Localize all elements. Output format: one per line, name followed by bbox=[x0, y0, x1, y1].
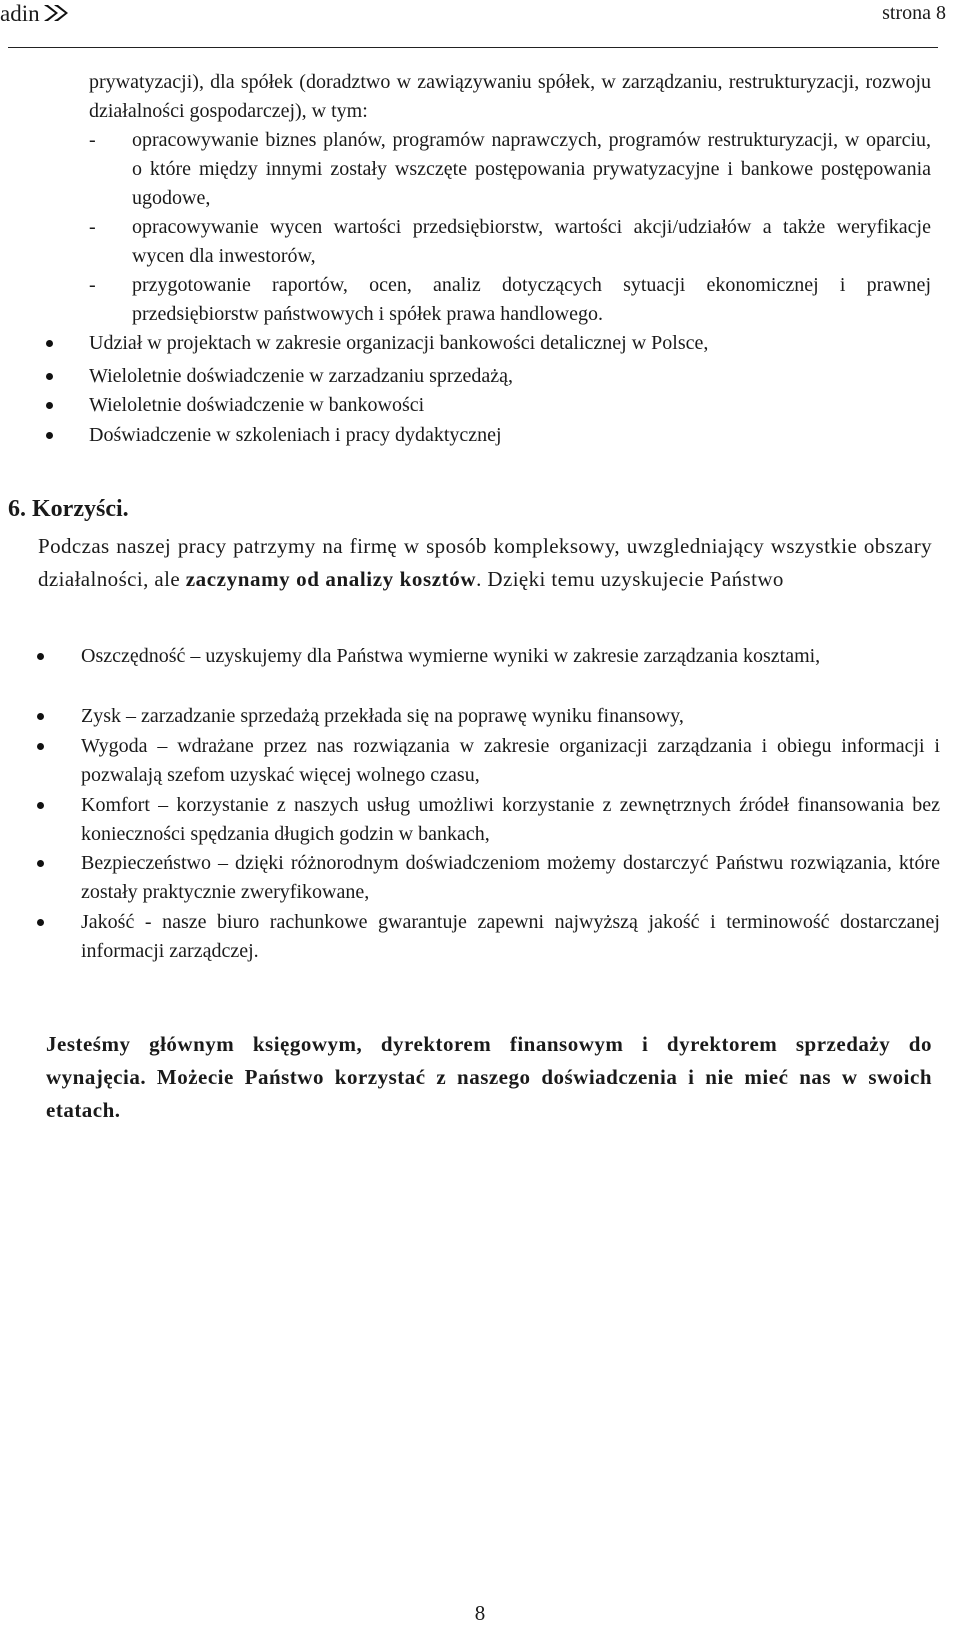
bullet-icon bbox=[37, 743, 44, 750]
bullet-list-item bbox=[0, 329, 940, 358]
benefit-text: Komfort – korzystanie z naszych usług umożliwi korzystanie z zewnętrznych źródeł finansowania bez konieczności spędzania długich godzin w bankach, bbox=[81, 794, 940, 845]
bullet-item-text: Wieloletnie doświadczenie w bankowości bbox=[89, 394, 425, 416]
dash-item-text: przygotowanie raportów, ocen, analiz dotyczących sytuacji ekonomicznej i prawnej przedsiębiorstw państwowych i spółek prawa handlowego. bbox=[132, 274, 931, 325]
section-heading: 6. Korzyści. bbox=[8, 496, 129, 522]
bullet-icon bbox=[37, 713, 44, 720]
dash-list-item bbox=[89, 271, 931, 329]
benefit-item bbox=[0, 702, 940, 731]
dash-item-text: opracowywanie biznes planów, programów naprawczych, programów restrukturyzacji, w oparciu, o które między innymi zostały wszczęte postępowania prywatyzacyjne i bankowe postępowania ugodowe, bbox=[132, 129, 931, 209]
company-logo bbox=[0, 0, 72, 30]
dash-list-item bbox=[89, 213, 931, 271]
bullet-icon bbox=[46, 373, 53, 380]
benefit-text: Bezpieczeństwo – dzięki różnorodnym doświadczeniom możemy dostarczyć Państwu rozwiązania, które zostały praktycznie zweryfikowane, bbox=[81, 852, 940, 903]
bullet-item-text: Doświadczenie w szkoleniach i pracy dydaktycznej bbox=[89, 424, 502, 446]
bullet-icon bbox=[46, 402, 53, 409]
dash-mark: - bbox=[89, 274, 96, 296]
dash-mark: - bbox=[89, 129, 96, 151]
bullet-item-text: Udział w projektach w zakresie organizacji bankowości detalicznej w Polsce, bbox=[89, 332, 709, 354]
benefit-item bbox=[0, 642, 940, 671]
intro-text-end: . Dzięki temu uzyskujecie Państwo bbox=[476, 567, 784, 591]
dash-item-text: opracowywanie wycen wartości przedsiębiorstw, wartości akcji/udziałów a także weryfikacje wycen dla inwestorów, bbox=[132, 216, 931, 267]
page-label: strona 8 bbox=[882, 2, 946, 24]
closing-statement: Jesteśmy głównym księgowym, dyrektorem finansowym i dyrektorem sprzedaży do wynajęcia. Możecie Państwo korzystać z naszego doświadczenia i nie mieć nas w swoich etatach. bbox=[46, 1032, 932, 1122]
intro-text: Podczas naszej pracy patrzymy na firmę w sposób kompleksowy, uwzgledniający wszystkie obszary działalności, ale bbox=[38, 534, 932, 591]
bullet-icon bbox=[37, 860, 44, 867]
logo-text: adin bbox=[0, 1, 40, 26]
page-header bbox=[0, 0, 960, 50]
bullet-icon bbox=[37, 653, 44, 660]
section-lead-paragraph: prywatyzacji), dla spółek (doradztwo w zawiązywaniu spółek, w zarządzaniu, restrukturyzacji, rozwoju działalności gospodarczej), w tym: bbox=[89, 71, 931, 122]
bullet-icon bbox=[37, 919, 44, 926]
benefit-item bbox=[0, 791, 940, 849]
benefit-text: Oszczędność – uzyskujemy dla Państwa wymierne wyniki w zakresie zarządzania kosztami, bbox=[81, 645, 821, 667]
bullet-icon bbox=[46, 340, 53, 347]
benefit-item bbox=[0, 908, 940, 966]
page-number: 8 bbox=[474, 1601, 486, 1625]
benefit-item bbox=[0, 732, 940, 790]
bullet-icon bbox=[46, 432, 53, 439]
benefit-text: Jakość - nasze biuro rachunkowe gwarantuje zapewni najwyższą jakość i terminowość dostarczanej informacji zarządczej. bbox=[81, 911, 940, 962]
bullet-icon bbox=[37, 802, 44, 809]
double-chevron-right-icon bbox=[42, 2, 72, 30]
benefit-text: Wygoda – wdrażane przez nas rozwiązania w zakresie organizacji zarządzania i obiegu informacji i pozwalają szefom uzyskać więcej wolnego czasu, bbox=[81, 735, 940, 786]
header-rule bbox=[8, 47, 938, 48]
bullet-list-item bbox=[0, 362, 940, 391]
benefit-item bbox=[0, 849, 940, 907]
dash-list-item bbox=[89, 126, 931, 213]
bullet-list-item bbox=[0, 391, 940, 420]
dash-mark: - bbox=[89, 216, 96, 238]
benefit-text: Zysk – zarzadzanie sprzedażą przekłada się na poprawę wyniku finansowy, bbox=[81, 705, 684, 727]
intro-emphasis: zaczynamy od analizy kosztów bbox=[185, 567, 477, 591]
bullet-item-text: Wieloletnie doświadczenie w zarzadzaniu sprzedażą, bbox=[89, 365, 513, 387]
bullet-list-item bbox=[0, 421, 940, 450]
benefits-intro-paragraph bbox=[38, 530, 932, 596]
